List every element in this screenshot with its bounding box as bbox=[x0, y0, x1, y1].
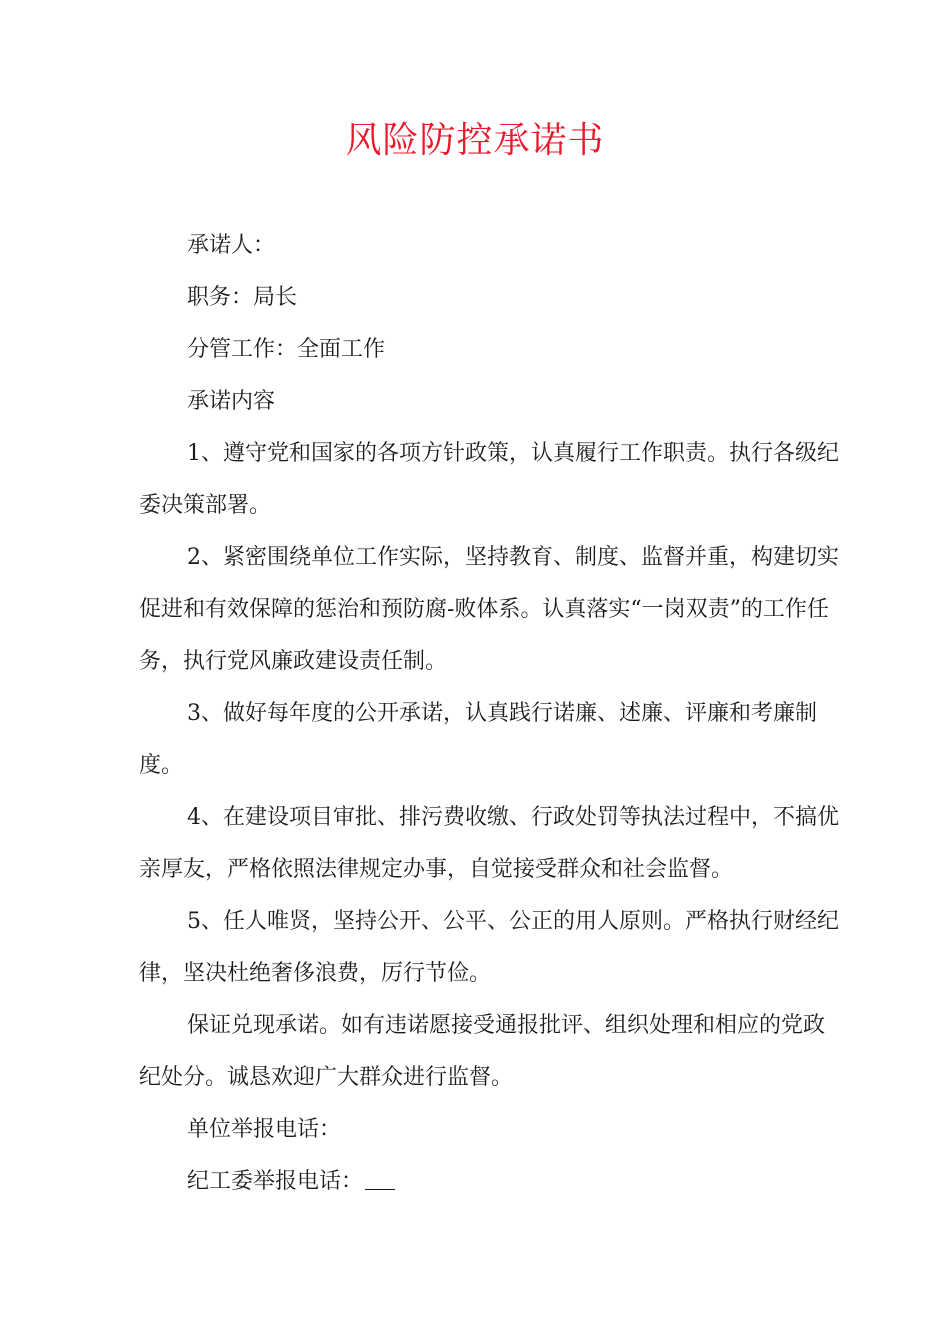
commission-phone-line bbox=[139, 1156, 839, 1208]
unit-phone-line bbox=[139, 1104, 839, 1156]
commitment-item-2: 2、紧密围绕单位工作实际，坚持教育、制度、监督并重，构建切实促进和有效保障的惩治和预防腐-败体系。认真落实“一岗双责”的工作任务，执行党风廉政建设责任制。 bbox=[139, 545, 839, 674]
document-title: 风险防控承诺书 bbox=[345, 120, 605, 161]
promiser-line: 承诺人： bbox=[187, 233, 276, 258]
commitment-item-3: 3、做好每年度的公开承诺，认真践行诺廉、述廉、评廉和考廉制度。 bbox=[139, 701, 817, 778]
document-body bbox=[139, 220, 839, 1208]
commission-phone-label: 纪工委举报电话： bbox=[187, 1169, 364, 1194]
position-line: 职务：局长 bbox=[187, 285, 298, 310]
commitment-item-4: 4、在建设项目审批、排污费收缴、行政处罚等执法过程中，不搞优亲厚友，严格依照法律规定办事，自觉接受群众和社会监督。 bbox=[139, 805, 839, 882]
guarantee-paragraph: 保证兑现承诺。如有违诺愿接受通报批评、组织处理和相应的党政纪处分。诚恳欢迎广大群众进行监督。 bbox=[139, 1013, 826, 1090]
phone-blank-underline bbox=[365, 1169, 395, 1190]
content-heading: 承诺内容 bbox=[187, 389, 276, 414]
unit-phone-label: 单位举报电话： bbox=[187, 1117, 342, 1142]
duty-line: 分管工作：全面工作 bbox=[187, 337, 386, 362]
commitment-item-1: 1、遵守党和国家的各项方针政策，认真履行工作职责。执行各级纪委决策部署。 bbox=[139, 441, 839, 518]
commitment-item-5: 5、任人唯贤，坚持公开、公平、公正的用人原则。严格执行财经纪律，坚决杜绝奢侈浪费，厉行节俭。 bbox=[139, 909, 839, 986]
